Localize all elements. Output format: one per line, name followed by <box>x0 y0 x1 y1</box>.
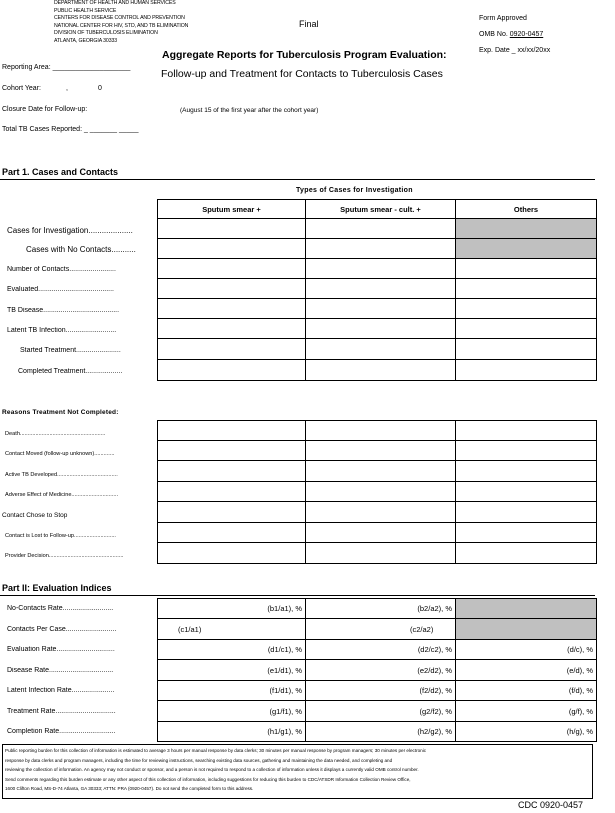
input-cell[interactable] <box>306 482 456 502</box>
index-formula: (e2/d2), % <box>306 660 456 681</box>
total-cases[interactable]: Total TB Cases Reported: _ _______ _____ <box>2 126 139 133</box>
input-cell[interactable] <box>456 461 597 482</box>
index-label: Evaluation Rate.............................. <box>7 646 115 653</box>
page-title: Aggregate Reports for Tuberculosis Program Evaluation: <box>162 49 447 61</box>
closure-date-label: Closure Date for Follow-up: <box>2 106 88 113</box>
input-cell[interactable] <box>306 339 456 360</box>
index-formula: (g2/f2), % <box>306 701 456 722</box>
index-formula: (f/d), % <box>456 681 597 701</box>
shaded-cell <box>456 599 597 619</box>
reason-label: Death....................................................... <box>5 431 106 437</box>
input-cell[interactable] <box>456 360 597 381</box>
burden-line: Send comments regarding this burden estimate or any other aspect of this collection of information, including suggestions for reducing this burden to CDC/ATSDR Information Collection Review Office, <box>5 776 411 782</box>
col-header-smear-neg: Sputum smear - cult. + <box>306 200 456 219</box>
index-formula: (d/c), % <box>456 640 597 660</box>
row-label: TB Disease....................................... <box>7 307 120 314</box>
row-label: Latent TB Infection.......................... <box>7 327 117 334</box>
input-cell[interactable] <box>306 461 456 482</box>
omb-number: 0920-0457 <box>509 31 544 38</box>
agency-line: PUBLIC HEALTH SERVICE <box>54 7 117 14</box>
col-header-smear-pos: Sputum smear + <box>158 200 306 219</box>
input-cell[interactable] <box>306 219 456 239</box>
index-label: Latent Infection Rate...................... <box>7 687 115 694</box>
burden-statement <box>2 744 593 799</box>
burden-line: Public reporting burden for this collection of information is estimated to average 3 hours per manual response by data clerks; 30 minutes per manual response by program managers; 30 minutes per electronic <box>5 748 427 753</box>
input-cell[interactable] <box>456 339 597 360</box>
omb-label: OMB No. <box>479 31 508 38</box>
input-cell[interactable] <box>306 279 456 299</box>
reason-label: Provider Decision................................................ <box>5 553 124 559</box>
index-formula: (e/d), % <box>456 660 597 681</box>
input-cell[interactable] <box>306 299 456 319</box>
index-formula: (g/f), % <box>456 701 597 722</box>
input-cell[interactable] <box>456 259 597 279</box>
part2-title: Part II: Evaluation Indices <box>2 583 112 593</box>
input-cell[interactable] <box>158 279 306 299</box>
form-approved: Form Approved <box>479 15 527 22</box>
reporting-area[interactable]: Reporting Area: ____________________ <box>2 64 131 71</box>
reasons-title: Reasons Treatment Not Completed: <box>2 409 119 416</box>
index-formula: (g1/f1), % <box>158 701 306 722</box>
reason-label: Contact Moved (follow-up unknown)............. <box>5 451 115 457</box>
index-label: Treatment Rate............................... <box>7 708 116 715</box>
input-cell[interactable] <box>158 219 306 239</box>
page-subtitle: Follow-up and Treatment for Contacts to Tuberculosis Cases <box>161 68 443 80</box>
row-label: Cases for Investigation.................... <box>7 226 133 235</box>
index-formula: (b1/a1), % <box>158 599 306 619</box>
part1-title: Part 1. Cases and Contacts <box>2 167 119 177</box>
closure-date-note: (August 15 of the first year after the cohort year) <box>180 107 319 114</box>
divider <box>0 179 595 180</box>
index-formula: (h1/g1), % <box>158 722 306 742</box>
shaded-cell <box>456 219 597 239</box>
input-cell[interactable] <box>456 502 597 523</box>
shaded-cell <box>456 239 597 259</box>
omb-line <box>479 31 543 38</box>
input-cell[interactable] <box>306 441 456 461</box>
input-cell[interactable] <box>456 299 597 319</box>
agency-line: NATIONAL CENTER FOR HIV, STD, AND TB ELIMINATION <box>54 22 189 29</box>
input-cell[interactable] <box>306 421 456 441</box>
input-cell[interactable] <box>158 339 306 360</box>
input-cell[interactable] <box>306 523 456 543</box>
input-cell[interactable] <box>306 360 456 381</box>
col-header-others: Others <box>456 200 597 219</box>
part1-table <box>157 199 597 381</box>
input-cell[interactable] <box>158 441 306 461</box>
row-label: Completed Treatment................... <box>18 368 123 375</box>
cohort-year-sep: , <box>66 85 68 92</box>
reasons-table <box>157 420 597 564</box>
burden-line: reviewing the collection of information. An agency may not conduct or sponsor, and a person is not required to respond to a collection of information unless it displays a currently valid OMB control number. <box>5 767 419 772</box>
index-label: Disease Rate................................. <box>7 667 114 674</box>
reason-label: Contact is Lost to Follow-up........................... <box>5 533 116 539</box>
input-cell[interactable] <box>306 259 456 279</box>
input-cell[interactable] <box>456 319 597 339</box>
input-cell[interactable] <box>158 543 306 564</box>
burden-line: 1600 Clifton Road, MS-D-74 Atlanta, GA 30333; ATTN: PRA (0920-0457). Do not send the completed form to this address. <box>5 786 254 791</box>
reason-label: Adverse Effect of Medicine.............................. <box>5 492 119 498</box>
agency-line: DIVISION OF TUBERCULOSIS ELIMINATION <box>54 30 158 37</box>
row-label: Started Treatment....................... <box>20 347 121 354</box>
divider <box>0 595 595 596</box>
index-formula: (c1/a1) <box>158 619 306 640</box>
index-formula: (f1/d1), % <box>158 681 306 701</box>
index-label: No-Contacts Rate.......................... <box>7 605 114 612</box>
cohort-year-label: Cohort Year: <box>2 85 41 92</box>
input-cell[interactable] <box>456 441 597 461</box>
input-cell[interactable] <box>456 543 597 564</box>
agency-line: CENTERS FOR DISEASE CONTROL AND PREVENTION <box>54 15 185 22</box>
index-formula: (d1/c1), % <box>158 640 306 660</box>
index-formula: (b2/a2), % <box>306 599 456 619</box>
input-cell[interactable] <box>306 319 456 339</box>
cohort-year-value[interactable]: 0 <box>98 85 102 92</box>
input-cell[interactable] <box>306 543 456 564</box>
input-cell[interactable] <box>456 482 597 502</box>
index-formula: (h/g), % <box>456 722 597 742</box>
input-cell[interactable] <box>158 461 306 482</box>
burden-line: response by data clerks and program managers, including the time for reviewing instructions, searching existing data sources, gathering and maintaining the data needed, and completing and <box>5 757 393 763</box>
input-cell[interactable] <box>456 279 597 299</box>
row-label: Cases with No Contacts........... <box>26 245 136 254</box>
input-cell[interactable] <box>158 360 306 381</box>
exp-date: Exp. Date _ xx/xx/20xx <box>479 47 551 54</box>
input-cell[interactable] <box>158 319 306 339</box>
input-cell[interactable] <box>306 502 456 523</box>
index-formula: (e1/d1), % <box>158 660 306 681</box>
index-label: Contacts Per Case.......................... <box>7 626 117 633</box>
index-label: Completion Rate............................. <box>7 728 116 735</box>
reason-label: Contact Chose to Stop <box>2 512 68 519</box>
index-formula: (f2/d2), % <box>306 681 456 701</box>
types-header: Types of Cases for Investigation <box>296 187 413 194</box>
index-formula: (d2/c2), % <box>306 640 456 660</box>
input-cell[interactable] <box>158 421 306 441</box>
agency-line: ATLANTA, GEORGIA 30333 <box>54 37 118 44</box>
agency-block <box>54 0 188 46</box>
status-label: Final <box>299 19 319 29</box>
input-cell[interactable] <box>158 523 306 543</box>
shaded-cell <box>456 619 597 640</box>
index-formula: (c2/a2) <box>306 619 456 640</box>
input-cell[interactable] <box>158 239 306 259</box>
input-cell[interactable] <box>456 523 597 543</box>
input-cell[interactable] <box>456 421 597 441</box>
agency-line: DEPARTMENT OF HEALTH AND HUMAN SERVICES <box>54 0 176 6</box>
input-cell[interactable] <box>158 299 306 319</box>
row-label: Number of Contacts........................ <box>7 266 116 273</box>
input-cell[interactable] <box>158 482 306 502</box>
reason-label: Active TB Developed....................................... <box>5 472 118 478</box>
part2-table <box>157 598 597 742</box>
input-cell[interactable] <box>306 239 456 259</box>
input-cell[interactable] <box>158 259 306 279</box>
index-formula: (h2/g2), % <box>306 722 456 742</box>
row-label: Evaluated....................................... <box>7 286 114 293</box>
form-code: CDC 0920-0457 <box>518 800 584 810</box>
input-cell[interactable] <box>158 502 306 523</box>
